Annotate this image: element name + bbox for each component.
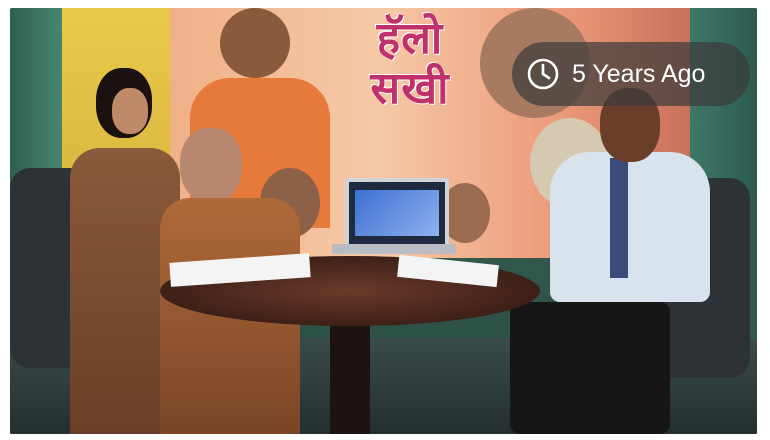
timestamp-chip[interactable] (512, 42, 750, 106)
person-male-guest (510, 88, 710, 434)
video-frame[interactable] (10, 8, 757, 434)
host-face (112, 88, 148, 134)
laptop-screen (345, 178, 449, 250)
laptop-base (332, 244, 456, 254)
poster-title-line1: हॅलो (376, 13, 444, 64)
poster-portrait-astronaut (220, 8, 290, 78)
table-leg (330, 308, 370, 434)
poster-title-line2: सखी (370, 63, 450, 114)
elder-head (180, 128, 242, 202)
guest-tie (610, 158, 628, 278)
clock-icon (526, 57, 560, 91)
guest-trousers (510, 302, 670, 434)
timestamp-label: 5 Years Ago (572, 59, 706, 88)
poster-title (330, 14, 490, 114)
guest-shirt (550, 152, 710, 302)
